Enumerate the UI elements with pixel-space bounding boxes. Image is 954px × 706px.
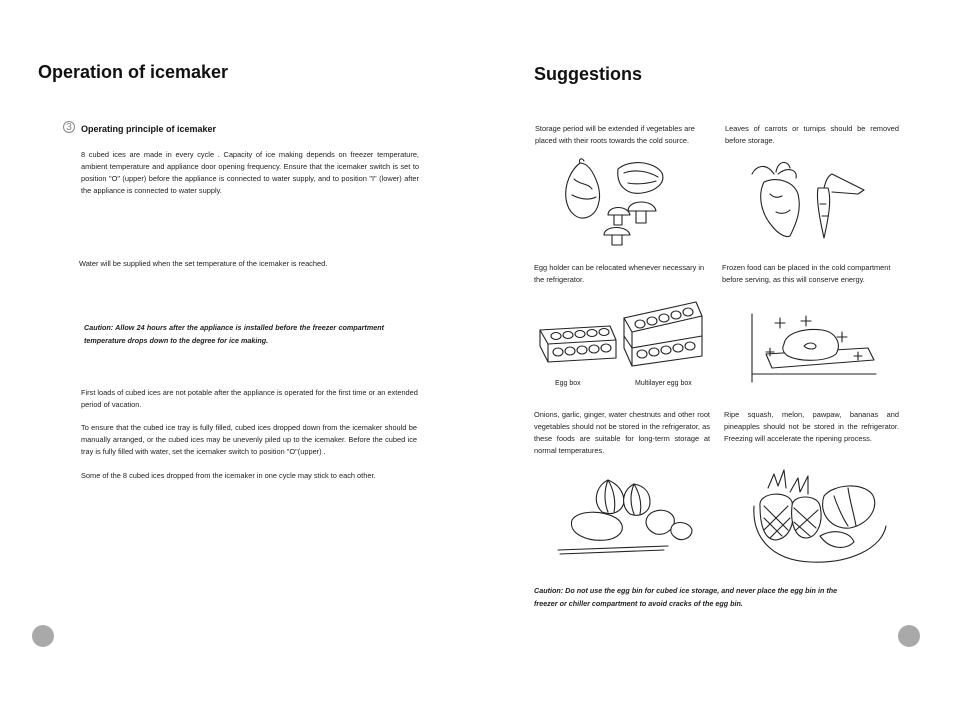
vegetables-mushrooms-illustration-icon	[558, 155, 668, 250]
pineapple-melon-illustration-icon	[750, 466, 888, 564]
egg-bin-caution: Caution: Do not use the egg bin for cubed ice storage, and never place the egg bin in the freezer or chiller compartment to avoid cracks of the egg bin.	[534, 586, 838, 608]
onion-garlic-ginger-illustration-icon	[558, 478, 698, 556]
tip-frozen-food: Frozen food can be placed in the cold compartment before serving, as this will conserve energy.	[722, 263, 891, 284]
tip-ripe-fruit: Ripe squash, melon, pawpaw, bananas and pineapples should not be stored in the refrigerator. Freezing will accelerate the ripening process.	[724, 410, 899, 443]
first-loads-note: First loads of cubed ices are not potable after the appliance is operated for the first time or an extended period of vacation.	[81, 388, 418, 409]
icemaker-caution: Caution: Allow 24 hours after the appliance is installed before the freezer compartment temperature drops down to the degree for ice making.	[84, 323, 384, 345]
multilayer-egg-box-caption: Multilayer egg box	[635, 380, 692, 387]
section-title: Operating principle of icemaker	[81, 124, 217, 134]
operating-principle-paragraph: 8 cubed ices are made in every cycle . Capacity of ice making depends on freezer temperature, ambient temperature and appliance door opening frequency. Ensure that the icemaker switch is set to position "O" (upper) before the appliance is connected to water supply, and to position "I" (lower) after the appliance is connected to water supply.	[81, 150, 419, 195]
section-number-badge: 3	[63, 121, 75, 133]
tip-remove-leaves: Leaves of carrots or turnips should be removed before storage.	[725, 124, 899, 145]
egg-boxes-illustration-icon	[536, 296, 704, 374]
egg-box-caption: Egg box	[555, 380, 581, 387]
left-page-title: Operation of icemaker	[38, 62, 229, 82]
turnip-carrot-illustration-icon	[748, 160, 866, 242]
ice-tray-note: To ensure that the cubed ice tray is fully filled, cubed ices dropped down from the icemaker should be manually arranged, or the cubed ices may be unevenly piled up to the icemaker. Before the cubed ice tray is fully filled with water, set the icemaker switch to position "O"(upper) .	[81, 423, 417, 456]
stick-note: Some of the 8 cubed ices dropped from the icemaker in one cycle may stick to each other.	[81, 471, 376, 480]
tip-egg-holder: Egg holder can be relocated whenever necessary in the refrigerator.	[534, 263, 705, 284]
right-page-corner-marker	[898, 625, 920, 647]
right-page-title: Suggestions	[534, 64, 643, 84]
left-page-corner-marker	[32, 625, 54, 647]
tip-vegetable-roots: Storage period will be extended if vegetables are placed with their roots towards the cold source.	[535, 124, 695, 145]
tip-root-vegetables: Onions, garlic, ginger, water chestnuts and other root vegetables should not be stored in the refrigerator, as these foods are suitable for long-term storage at normal temperatures.	[534, 410, 710, 455]
water-supply-note: Water will be supplied when the set temperature of the icemaker is reached.	[79, 259, 328, 268]
frozen-chicken-illustration-icon	[750, 314, 880, 386]
